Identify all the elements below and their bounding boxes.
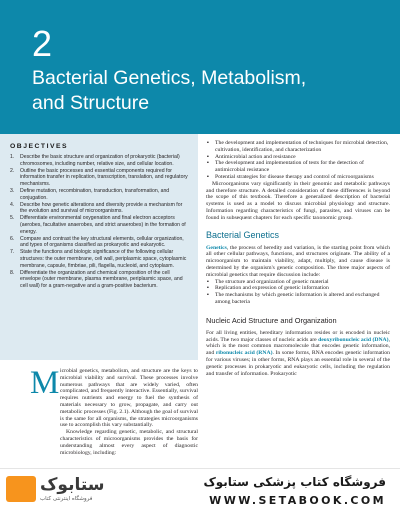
paragraph-text: For all living entities, hereditary information resides or is encoded in nucleic acids. The two major classes of nucleic acids are [206, 329, 390, 343]
bullet-item: ▪ The structure and organization of genetic material [206, 279, 390, 286]
objective-text: Outline the basic processes and essential components required for information transfer in replication, transcription, translation, and regulatory mechanisms. [20, 167, 188, 188]
chapter-number: 2 [32, 23, 53, 64]
objective-number: 2. [10, 167, 15, 174]
genetics-paragraph [206, 245, 390, 279]
key-term: Genetics [206, 244, 227, 251]
objective-number: 3. [10, 187, 15, 194]
section-heading: Bacterial Genetics [206, 229, 280, 240]
intro-text [30, 365, 198, 456]
chapter-title-line-2: and Structure [32, 92, 150, 114]
paragraph-text: icrobial genetics, metabolism, and structure are the keys to microbial viability and survival. These processes involve numerous pathways that are widely varied, often complicated, and frequently interactive. Essentially, survival requires nutrients and energy to fuel the synthesis of materials necessary to grow, propagate, and carry out metabolic processes (Fig. 2.1). Although the goal of survival is the same for all organisms, the strategies microorganisms use to accomplish this vary substantially. [60, 368, 198, 429]
objective-number: 8. [10, 269, 15, 276]
objective-text: Differentiate environmental oxygenation and final electron acceptors (aerobes, facultative anaerobes, and strict anaerobes) in the formation of energy. [20, 215, 186, 235]
drop-cap: M [30, 365, 60, 401]
objective-item [10, 188, 190, 202]
objective-item [10, 249, 190, 269]
objective-number: 7. [10, 249, 15, 256]
objective-item [10, 154, 190, 168]
intro-paragraph [30, 365, 198, 429]
objective-item [10, 270, 190, 290]
chapter-title [32, 66, 306, 116]
objectives-box [0, 134, 198, 360]
bullet-item: ▪ The development and implementation of techniques for microbial detection, cultivation, identification, and characterization [206, 140, 390, 154]
body-paragraph: Microorganisms vary significantly in their genomic and metabolic pathways and therefore structure. A detailed consideration of these differences is beyond the scope of this textbook. Therefore a generalized description of bacterial systems is used as a model to discuss microbial physiology and structure. Information regarding characteristics of fungi, parasites, and viruses can be found in subsequent chapters for each specific taxonomic group. [206, 180, 390, 221]
bullet-item: ▪ Antimicrobial action and resistance [206, 154, 390, 161]
objective-number: 6. [10, 235, 15, 242]
bullet-item: ▪ The mechanisms by which genetic information is altered and exchanged among bacteria [206, 292, 390, 306]
objective-number: 4. [10, 201, 15, 208]
logo-mark-icon [6, 476, 36, 502]
key-term: deoxyribonucleic acid (DNA) [318, 336, 389, 343]
logo-text: ستابوک [40, 475, 105, 495]
objective-text: Define mutation, recombination, transduction, transformation, and conjugation. [20, 187, 170, 201]
bullet-item: ▪ The development and implementation of tests for the detection of antimicrobial resistance [206, 160, 390, 174]
chapter-title-line-1: Bacterial Genetics, Metabolism, [32, 67, 307, 89]
objective-text: Differentiate the organization and chemical composition of the cell envelope (outer membrane, plasma membrane, periplasmic space, and cell wall) for a gram-negative and a gram-positive bacterium. [20, 269, 183, 290]
objectives-heading: OBJECTIVES [10, 143, 69, 150]
objective-number: 5. [10, 215, 15, 222]
objective-item [10, 202, 190, 216]
paragraph-text: . In some forms, RNA encodes genetic information for various viruses; in other forms, RNA plays an essential role in several of the genetic processes in prokaryotic and eukaryotic cells, including the regulation and transfer of information. Prokaryotic [206, 350, 390, 377]
body-paragraph: Knowledge regarding genetic, metabolic, and structural characteristics of microorganisms provides the basis for understanding almost every aspect of diagnostic microbiology, including: [60, 429, 198, 456]
objective-text: Compare and contrast the key structural elements, cellular organization, and types of organisms classified as prokaryotic and eukaryotic. [20, 235, 184, 249]
objective-text: Describe the basic structure and organization of prokaryotic (bacterial) chromosomes, including number, relative size, and cellular location. [20, 154, 180, 167]
objectives-list [10, 154, 190, 290]
logo-subtitle: فروشگاه اینترنتی کتاب [40, 496, 93, 502]
right-column [206, 140, 390, 377]
objective-text: State the functions and biologic significance of the following cellular structures: the outer membrane, cell wall, periplasmic space, cytoplasmic membrane, capsule, fimbriae, pili, flagella, nucleoid, and cytoplasm. [20, 249, 187, 269]
objective-item [10, 215, 190, 235]
paragraph-text: , which is the most common macromolecule that encodes genetic information, and [206, 336, 390, 357]
setabook-logo [6, 474, 105, 508]
top-bullet-list [206, 140, 390, 181]
objective-item [10, 168, 190, 188]
bullet-item: ▪ Replication and expression of genetic information [206, 285, 390, 292]
subsection-heading: Nucleic Acid Structure and Organization [206, 315, 337, 325]
key-term: ribonucleic acid (RNA) [215, 350, 273, 357]
objective-text: Describe how genetic alterations and diversity provide a mechanism for the evolution and survival of microorganisms. [20, 201, 183, 215]
watermark-banner [0, 468, 400, 512]
bullet-item: ▪ Potential strategies for disease therapy and control of microorganisms [206, 174, 390, 181]
mid-bullet-list [206, 279, 390, 306]
chapter-header [0, 0, 400, 134]
store-url: WWW.SETABOOK.COM [209, 494, 386, 507]
nucleic-acid-paragraph [206, 330, 390, 378]
objective-number: 1. [10, 154, 15, 160]
paragraph-text: , the process of heredity and variation, is the starting point from which all other cellular pathways, functions, and structures originate. The ability of a microorganism to maintain viability, adapt, multiply, and cause disease is determined by the organism's genetic composition. The three major aspects of microbial genetics that require discussion include: [206, 244, 390, 278]
objective-item [10, 236, 190, 250]
store-name: فروشگاه کتاب پزشکی ستابوک [203, 475, 386, 489]
